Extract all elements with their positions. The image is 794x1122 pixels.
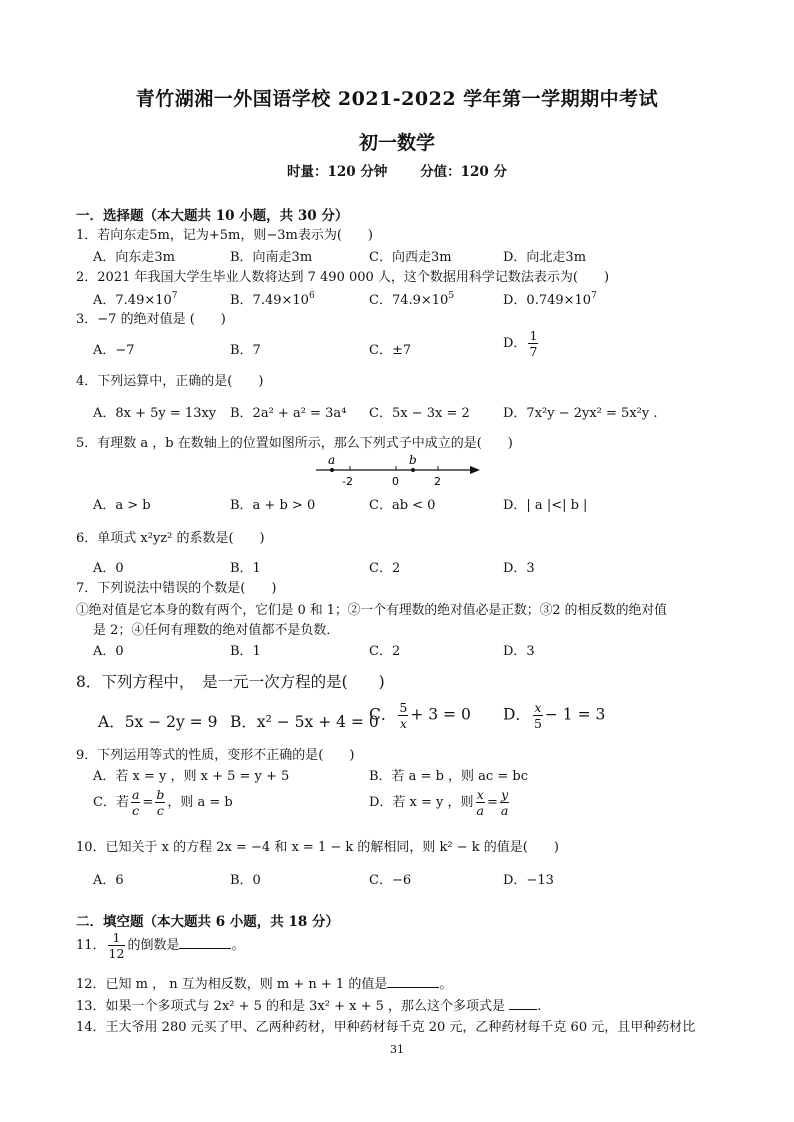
- label-0: 0: [392, 475, 399, 488]
- q6-option-b: B．1: [230, 561, 261, 576]
- q7-option-b: B．1: [230, 644, 261, 659]
- point-b: [411, 468, 415, 472]
- q6-option-c: C．2: [369, 561, 401, 576]
- q7-statements-line2: 是 2；④任何有理数的绝对值都不是负数．: [93, 623, 340, 638]
- q12: 12．已知 m ， n 互为相反数，则 m + n + 1 的值是 。: [76, 977, 453, 992]
- q5-option-b: B．a + b > 0: [230, 498, 316, 513]
- label-2: 2: [434, 475, 441, 488]
- q5-option-a: A．a > b: [93, 498, 151, 513]
- q1-option-b: B．向南走3m: [230, 250, 313, 265]
- q14: 14．王大爷用 280 元买了甲、乙两种药材，甲种药材每千克 20 元，乙种药材每千克 60 元，且甲种药材比: [76, 1020, 696, 1035]
- q7-option-d: D．3: [503, 644, 535, 659]
- q9-option-a: A．若 x = y ，则 x + 5 = y + 5: [93, 769, 290, 784]
- section1-heading: 一．选择题（本大题共 10 小题，共 30 分）: [76, 208, 349, 224]
- q10-stem: 10．已知关于 x 的方程 2x = −4 和 x = 1 − k 的解相同，则 k² − k 的值是( ): [76, 840, 559, 855]
- number-line-figure: [310, 452, 485, 490]
- q9-option-b: B．若 a = b ，则 ac = bc: [369, 769, 528, 784]
- q1-option-d: D．向北走3m: [503, 250, 587, 265]
- q5-option-d: D．| a |<| b |: [503, 498, 588, 513]
- q2-option-b: B．$7.49\times 10^6$: [230, 291, 315, 308]
- q4-option-d: D．7x²y − 2yx² = 5x²y .: [503, 406, 658, 421]
- section2-heading: 二．填空题（本大题共 6 小题，共 18 分）: [76, 914, 339, 930]
- q4-option-b: B．2a² + a² = 3a⁴: [230, 406, 347, 421]
- q7-option-a: A．0: [93, 644, 124, 659]
- exam-score: 分值：120 分: [420, 164, 507, 180]
- q2-option-a: A．$7.49\times 10^7$: [93, 291, 178, 308]
- q10-option-c: C．−6: [369, 873, 412, 888]
- label-b: b: [409, 453, 417, 467]
- exam-title: 青竹湖湘一外国语学校 2021-2022 学年第一学期期中考试: [135, 88, 659, 110]
- q3-option-a: A．−7: [93, 343, 135, 358]
- q10-option-a: A．6: [93, 873, 124, 888]
- q2-option-c: C．$74.9\times 10^5$: [369, 291, 455, 308]
- q1-option-a: A．向东走3m: [93, 250, 175, 265]
- exam-subject: 初一数学: [358, 132, 435, 154]
- q12-answer-blank[interactable]: [387, 975, 439, 988]
- q11: 11． $\frac{1}{12}$ 的倒数是 。: [76, 930, 245, 961]
- q9-option-d: D．若 x = y ，则 $\frac{x}{a}$ = $\frac{y}{a}$: [369, 787, 509, 818]
- q8-option-c: C． $\frac{5}{x}$ + 3 = 0: [369, 700, 471, 731]
- q5-option-c: C．ab < 0: [369, 498, 436, 513]
- q11-answer-blank[interactable]: [179, 936, 231, 949]
- q3-option-c: C．±7: [369, 343, 412, 358]
- q5-stem: 5．有理数 a ，b 在数轴上的位置如图所示，那么下列式子中成立的是( ): [76, 436, 513, 451]
- q2-stem: 2．2021 年我国大学生毕业人数将达到 7 490 000 人，这个数据用科学记数法表示为( ): [76, 270, 610, 285]
- label-neg2: -2: [342, 475, 353, 488]
- q7-option-c: C．2: [369, 644, 401, 659]
- q4-option-a: A．8x + 5y = 13xy: [93, 406, 217, 421]
- number-line-arrow: [470, 466, 480, 474]
- q9-option-c: C．若 $\frac{a}{c}$ = $\frac{b}{c}$ ，则 a = b: [93, 787, 233, 818]
- q4-option-c: C．5x − 3x = 2: [369, 406, 470, 421]
- q10-option-d: D．−13: [503, 873, 554, 888]
- q13-answer-blank[interactable]: [509, 997, 537, 1010]
- q8-option-d: D． $\frac{x}{5}$ − 1 = 3: [503, 700, 606, 731]
- q13: 13．如果一个多项式与 2x² + 5 的和是 3x² + x + 5 ，那么这个多项式是 .: [76, 999, 542, 1014]
- q2-option-d: D．$0.749\times 10^7$: [503, 291, 597, 308]
- q4-stem: 4．下列运算中，正确的是( ): [76, 374, 264, 389]
- exam-time: 时量：120 分钟: [287, 164, 388, 180]
- q10-option-b: B．0: [230, 873, 261, 888]
- q7-stem: 7．下列说法中错误的个数是( ): [76, 581, 277, 596]
- q1-stem: 1．若向东走5m，记为+5m，则−3m表示为( ): [76, 228, 373, 243]
- q8-option-b: B．x² − 5x + 4 = 0: [230, 713, 379, 731]
- exam-meta: [0, 160, 794, 180]
- q8-stem: 8．下列方程中， 是一元一次方程的是( ): [76, 673, 385, 691]
- q6-stem: 6．单项式 x²yz² 的系数是( ): [76, 531, 265, 546]
- label-a: a: [328, 453, 336, 467]
- q9-stem: 9．下列运用等式的性质，变形不正确的是( ): [76, 748, 355, 763]
- q6-option-d: D．3: [503, 561, 535, 576]
- q3-option-d: D． $\frac{1}{7}$: [503, 328, 538, 359]
- page-number: 31: [390, 1043, 404, 1056]
- q7-statements-line1: ①绝对值是它本身的数有两个，它们是 0 和 1；②一个有理数的绝对值必是正数；③2 的相反数的绝对值: [76, 603, 667, 618]
- q8-option-a: A．5x − 2y = 9: [98, 713, 218, 731]
- point-a: [330, 468, 334, 472]
- q3-stem: 3．−7 的绝对值是 ( ): [76, 312, 226, 327]
- q3-option-b: B．7: [230, 343, 261, 358]
- q1-option-c: C．向西走3m: [369, 250, 452, 265]
- q6-option-a: A．0: [93, 561, 124, 576]
